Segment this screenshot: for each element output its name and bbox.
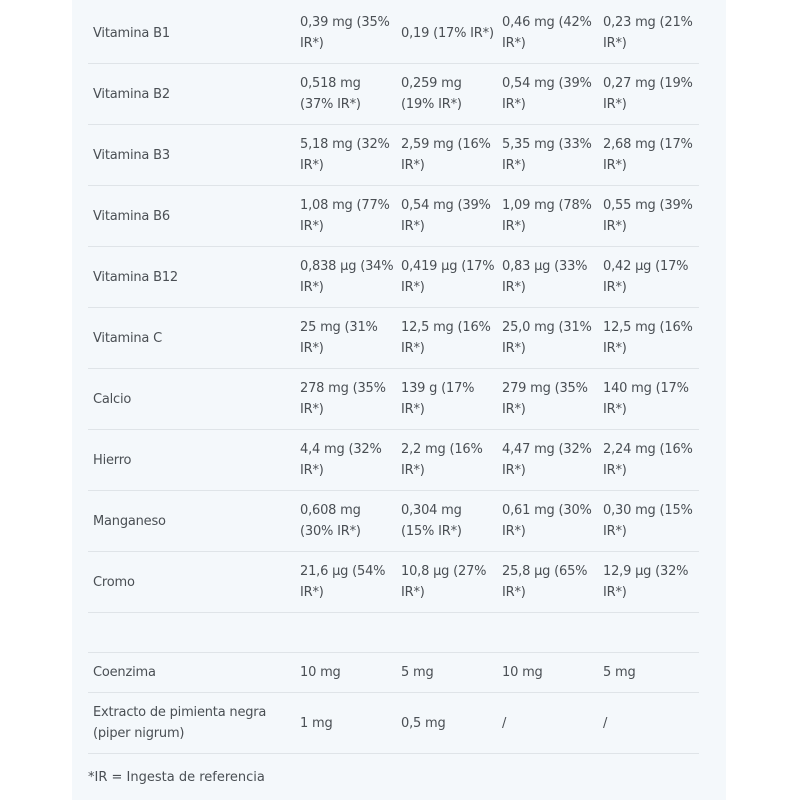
value-cell: 0,838 µg (34% IR*) — [295, 247, 396, 308]
value-cell: 0,608 mg (30% IR*) — [295, 491, 396, 552]
table-row — [88, 552, 699, 613]
nutrient-name: Manganeso — [88, 491, 295, 552]
table-row — [88, 653, 699, 693]
table-row — [88, 247, 699, 308]
value-cell: 0,19 (17% IR*) — [396, 3, 497, 64]
nutrient-name: Vitamina B6 — [88, 186, 295, 247]
value-cell: 0,30 mg (15% IR*) — [598, 491, 699, 552]
value-cell: 1 mg — [295, 693, 396, 754]
value-cell: 2,68 mg (17% IR*) — [598, 125, 699, 186]
value-cell: 2,59 mg (16% IR*) — [396, 125, 497, 186]
nutrient-name: Coenzima — [88, 653, 295, 693]
value-cell: 12,9 µg (32% IR*) — [598, 552, 699, 613]
value-cell: 12,5 mg (16% IR*) — [396, 308, 497, 369]
value-cell: / — [598, 693, 699, 754]
value-cell: 4,4 mg (32% IR*) — [295, 430, 396, 491]
value-cell: 0,61 mg (30% IR*) — [497, 491, 598, 552]
value-cell: 5,18 mg (32% IR*) — [295, 125, 396, 186]
value-cell — [396, 613, 497, 653]
table-row — [88, 64, 699, 125]
table-row — [88, 693, 699, 754]
value-cell — [295, 613, 396, 653]
value-cell: 0,46 mg (42% IR*) — [497, 3, 598, 64]
nutrient-name: Vitamina B1 — [88, 3, 295, 64]
nutrient-name: Hierro — [88, 430, 295, 491]
value-cell: 5 mg — [396, 653, 497, 693]
value-cell: 10 mg — [295, 653, 396, 693]
value-cell: 2,24 mg (16% IR*) — [598, 430, 699, 491]
value-cell: 0,5 mg — [396, 693, 497, 754]
value-cell: 0,54 mg (39% IR*) — [497, 64, 598, 125]
value-cell: 2,2 mg (16% IR*) — [396, 430, 497, 491]
value-cell: 0,39 mg (35% IR*) — [295, 3, 396, 64]
nutrient-name: Cromo — [88, 552, 295, 613]
table-row — [88, 3, 699, 64]
value-cell: 10,8 µg (27% IR*) — [396, 552, 497, 613]
value-cell: 4,47 mg (32% IR*) — [497, 430, 598, 491]
value-cell: 25 mg (31% IR*) — [295, 308, 396, 369]
value-cell: 5,35 mg (33% IR*) — [497, 125, 598, 186]
value-cell: 10 mg — [497, 653, 598, 693]
value-cell: 0,54 mg (39% IR*) — [396, 186, 497, 247]
nutrient-name — [88, 613, 295, 653]
nutrient-name: Extracto de pimienta negra (piper nigrum) — [88, 693, 295, 754]
value-cell: 0,259 mg (19% IR*) — [396, 64, 497, 125]
table-row — [88, 369, 699, 430]
value-cell: 0,419 µg (17% IR*) — [396, 247, 497, 308]
table-row — [88, 430, 699, 491]
nutrient-name: Vitamina B3 — [88, 125, 295, 186]
table-row — [88, 491, 699, 552]
nutrient-name: Vitamina B12 — [88, 247, 295, 308]
value-cell: 279 mg (35% IR*) — [497, 369, 598, 430]
table-row — [88, 125, 699, 186]
nutrient-name: Vitamina B2 — [88, 64, 295, 125]
table-row — [88, 186, 699, 247]
value-cell: 5 mg — [598, 653, 699, 693]
value-cell: 1,09 mg (78% IR*) — [497, 186, 598, 247]
nutrient-name: Vitamina C — [88, 308, 295, 369]
value-cell: 25,8 µg (65% IR*) — [497, 552, 598, 613]
value-cell: 0,23 mg (21% IR*) — [598, 3, 699, 64]
value-cell: 0,27 mg (19% IR*) — [598, 64, 699, 125]
value-cell: 139 g (17% IR*) — [396, 369, 497, 430]
value-cell: 0,55 mg (39% IR*) — [598, 186, 699, 247]
value-cell — [598, 613, 699, 653]
value-cell — [497, 613, 598, 653]
table-row — [88, 308, 699, 369]
nutrition-table — [88, 3, 699, 754]
value-cell: 0,518 mg (37% IR*) — [295, 64, 396, 125]
reference-footnote: *IR = Ingesta de referencia — [88, 770, 265, 785]
value-cell: / — [497, 693, 598, 754]
value-cell: 278 mg (35% IR*) — [295, 369, 396, 430]
value-cell: 25,0 mg (31% IR*) — [497, 308, 598, 369]
value-cell: 0,304 mg (15% IR*) — [396, 491, 497, 552]
value-cell: 140 mg (17% IR*) — [598, 369, 699, 430]
nutrient-name: Calcio — [88, 369, 295, 430]
value-cell: 1,08 mg (77% IR*) — [295, 186, 396, 247]
value-cell: 0,42 µg (17% IR*) — [598, 247, 699, 308]
value-cell: 0,83 µg (33% IR*) — [497, 247, 598, 308]
value-cell: 21,6 µg (54% IR*) — [295, 552, 396, 613]
value-cell: 12,5 mg (16% IR*) — [598, 308, 699, 369]
table-row-spacer — [88, 613, 699, 653]
